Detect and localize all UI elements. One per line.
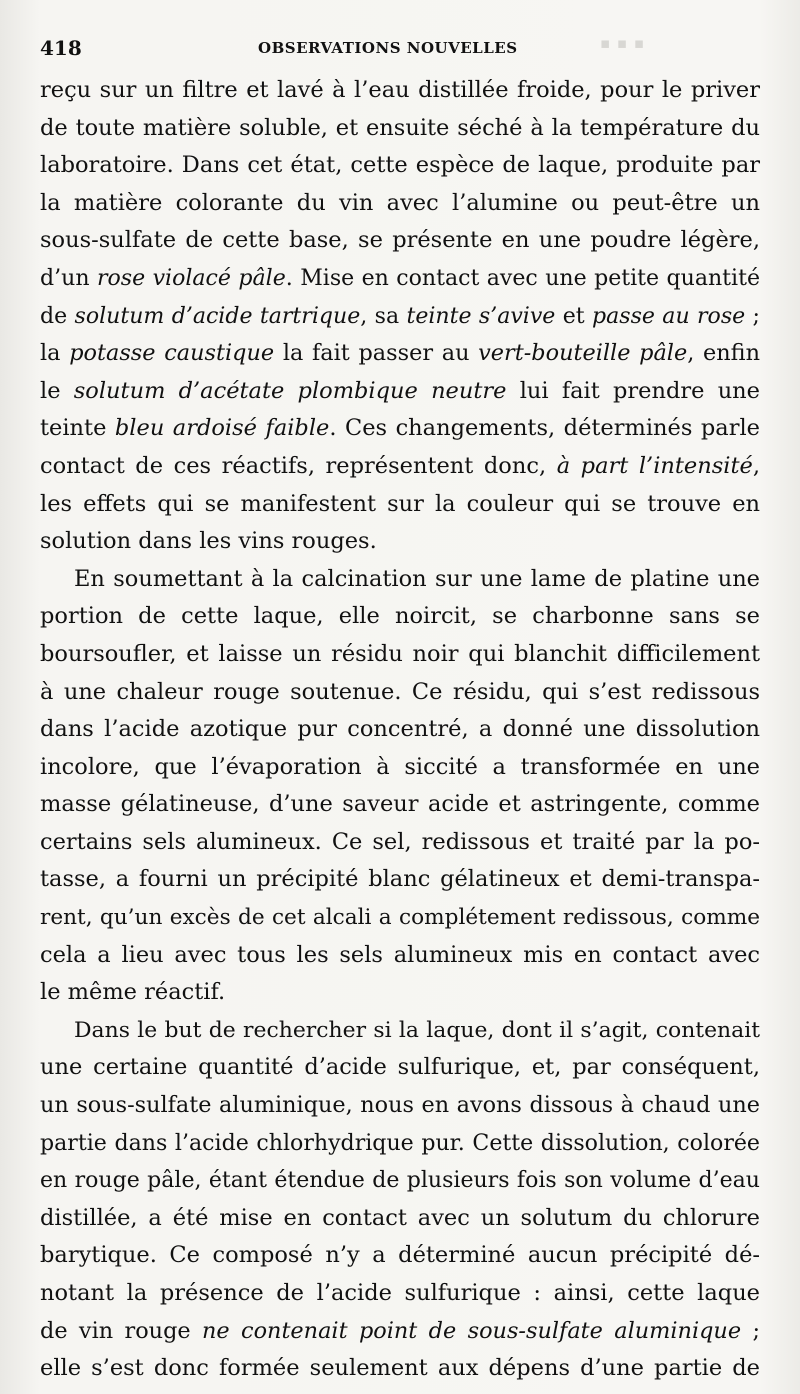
text-line: contact de ces réactifs, représentent donc, à part l’intensité, xyxy=(40,452,760,479)
text-line: portion de cette laque, elle noircit, se charbonne sans se xyxy=(40,603,760,630)
text-line: distillée, a été mise en contact avec un solutum du chlorure xyxy=(40,1204,760,1231)
text-line: solution dans les vins rouges. xyxy=(40,528,377,555)
text-line: le solutum d’acétate plombique neutre lui fait prendre une xyxy=(40,377,760,404)
text-line: de toute matière soluble, et ensuite séché à la température du xyxy=(40,114,760,141)
page-header xyxy=(40,36,740,64)
text-line: certains sels alumineux. Ce sel, redissous et traité par la po- xyxy=(40,828,760,855)
text-line: elle s’est donc formée seulement aux dépens d’une partie de xyxy=(40,1355,760,1382)
text-line: Dans le but de rechercher si la laque, dont il s’agit, contenait xyxy=(74,1017,760,1043)
text-line: boursoufler, et laisse un résidu noir qui blanchit difficilement xyxy=(40,640,760,667)
text-line: de vin rouge ne contenait point de sous-sulfate aluminique ; xyxy=(40,1317,760,1344)
text-line: sous-sulfate de cette base, se présente en une poudre légère, xyxy=(40,227,760,254)
text-line: dans l’acide azotique pur concentré, a donné une dissolution xyxy=(40,716,760,743)
text-line: En soumettant à la calcination sur une lame de platine une xyxy=(74,565,760,592)
text-line: tasse, a fourni un précipité blanc gélatineux et demi-transpa- xyxy=(40,866,760,893)
running-head: OBSERVATIONS NOUVELLES xyxy=(258,39,518,57)
text-line: le même réactif. xyxy=(40,979,226,1006)
text-line: la potasse caustique la fait passer au vert-bouteille pâle, enfin xyxy=(40,340,760,367)
text-line: partie dans l’acide chlorhydrique pur. Cette dissolution, colorée xyxy=(40,1129,760,1156)
bleed-through-text: ▪ ▪ ▪ xyxy=(600,34,646,52)
text-line: la matière colorante du vin avec l’alumine ou peut-être un xyxy=(40,189,760,216)
text-line: en rouge pâle, étant étendue de plusieurs fois son volume d’eau xyxy=(40,1168,760,1194)
text-line: masse gélatineuse, d’une saveur acide et astringente, comme xyxy=(40,791,760,818)
text-line: laboratoire. Dans cet état, cette espèce de laque, produite par xyxy=(40,152,760,179)
text-line: notant la présence de l’acide sulfurique : ainsi, cette laque xyxy=(40,1280,760,1306)
text-line: rent, qu’un excès de cet alcali a complétement redissous, comme xyxy=(40,905,760,931)
text-line: barytique. Ce composé n’y a déterminé aucun précipité dé- xyxy=(40,1242,760,1269)
text-line: d’un rose violacé pâle. Mise en contact avec une petite quantité xyxy=(40,265,760,291)
text-line: à une chaleur rouge soutenue. Ce résidu, qui s’est redissous xyxy=(40,678,760,705)
page-number: 418 xyxy=(40,36,82,60)
body-text xyxy=(40,72,760,1388)
text-line: incolore, que l’évaporation à siccité a transformée en une xyxy=(40,753,760,780)
text-line: les effets qui se manifestent sur la couleur qui se trouve en xyxy=(40,490,760,517)
text-line: reçu sur un filtre et lavé à l’eau distillée froide, pour le priver xyxy=(40,77,760,103)
text-line: une certaine quantité d’acide sulfurique, et, par conséquent, xyxy=(40,1054,760,1081)
text-line: de solutum d’acide tartrique, sa teinte s’avive et passe au rose ; xyxy=(40,303,760,329)
text-line: teinte bleu ardoisé faible. Ces changements, déterminés parle xyxy=(40,415,760,442)
text-line: un sous-sulfate aluminique, nous en avons dissous à chaud une xyxy=(40,1092,760,1119)
text-line: cela a lieu avec tous les sels alumineux mis en contact avec xyxy=(40,941,760,968)
